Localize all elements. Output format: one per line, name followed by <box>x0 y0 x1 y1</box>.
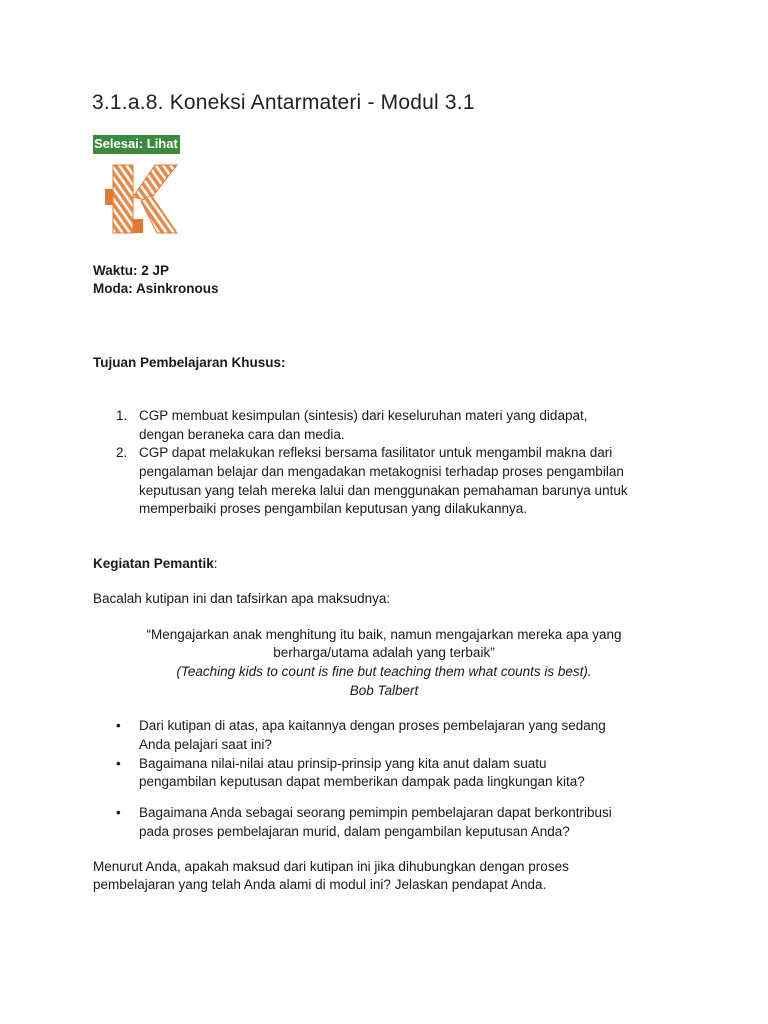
activity-heading: Kegiatan Pemantik <box>93 556 214 571</box>
list-item-line: keputusan yang telah mereka lalui dan menggunakan pemahaman barunya untuk <box>139 483 628 498</box>
quote-translation: (Teaching kids to count is fine but teaching them what counts is best). <box>176 664 592 679</box>
activity-heading-row <box>93 555 218 573</box>
list-marker: 2. <box>116 445 128 460</box>
list-item-line: pengalaman belajar dan mengadakan metakognisi terhadap proses pengambilan <box>139 464 624 479</box>
instruction-text: Bacalah kutipan ini dan tafsirkan apa maksudnya: <box>93 591 391 606</box>
mode-label: Moda: Asinkronous <box>93 281 219 296</box>
k-logo-icon <box>103 161 179 237</box>
list-item-line: CGP membuat kesimpulan (sintesis) dari keseluruhan materi yang didapat, <box>139 408 588 423</box>
closing-line: Menurut Anda, apakah maksud dari kutipan ini jika dihubungkan dengan proses <box>93 859 569 874</box>
bullet-marker: • <box>116 756 121 771</box>
list-item-line: Bagaimana nilai-nilai atau prinsip-prinsip yang kita anut dalam suatu <box>139 756 547 771</box>
objectives-heading: Tujuan Pembelajaran Khusus: <box>93 355 286 370</box>
list-item-line: dengan beraneka cara dan media. <box>139 427 345 442</box>
list-item-line: CGP dapat melakukan refleksi bersama fasilitator untuk mengambil makna dari <box>139 445 613 460</box>
list-item-line: pada proses pembelajaran murid, dalam pengambilan keputusan Anda? <box>139 824 570 839</box>
bullet-marker: • <box>116 805 121 820</box>
completion-status-link[interactable]: Selesai: Lihat <box>93 135 180 154</box>
quote-line: berharga/utama adalah yang terbaik” <box>273 645 495 660</box>
list-item-line: Dari kutipan di atas, apa kaitannya dengan proses pembelajaran yang sedang <box>139 718 606 733</box>
page-title: 3.1.a.8. Koneksi Antarmateri - Modul 3.1 <box>92 91 475 114</box>
activity-heading-colon: : <box>213 556 218 571</box>
closing-line: pembelajaran yang telah Anda alami di modul ini? Jelaskan pendapat Anda. <box>93 877 547 892</box>
list-marker: 1. <box>116 408 128 423</box>
quote-author: Bob Talbert <box>349 683 419 698</box>
list-item-line: Bagaimana Anda sebagai seorang pemimpin pembelajaran dapat berkontribusi <box>139 805 612 820</box>
duration-label: Waktu: 2 JP <box>93 263 170 278</box>
quote-line: “Mengajarkan anak menghitung itu baik, namun mengajarkan mereka apa yang <box>146 627 622 642</box>
bullet-marker: • <box>116 718 121 733</box>
list-item-line: memperbaiki proses pengambilan keputusan yang dilakukannya. <box>139 501 527 516</box>
list-item-line: pengambilan keputusan dapat memberikan dampak pada lingkungan kita? <box>139 774 585 789</box>
list-item-line: Anda pelajari saat ini? <box>139 737 272 752</box>
